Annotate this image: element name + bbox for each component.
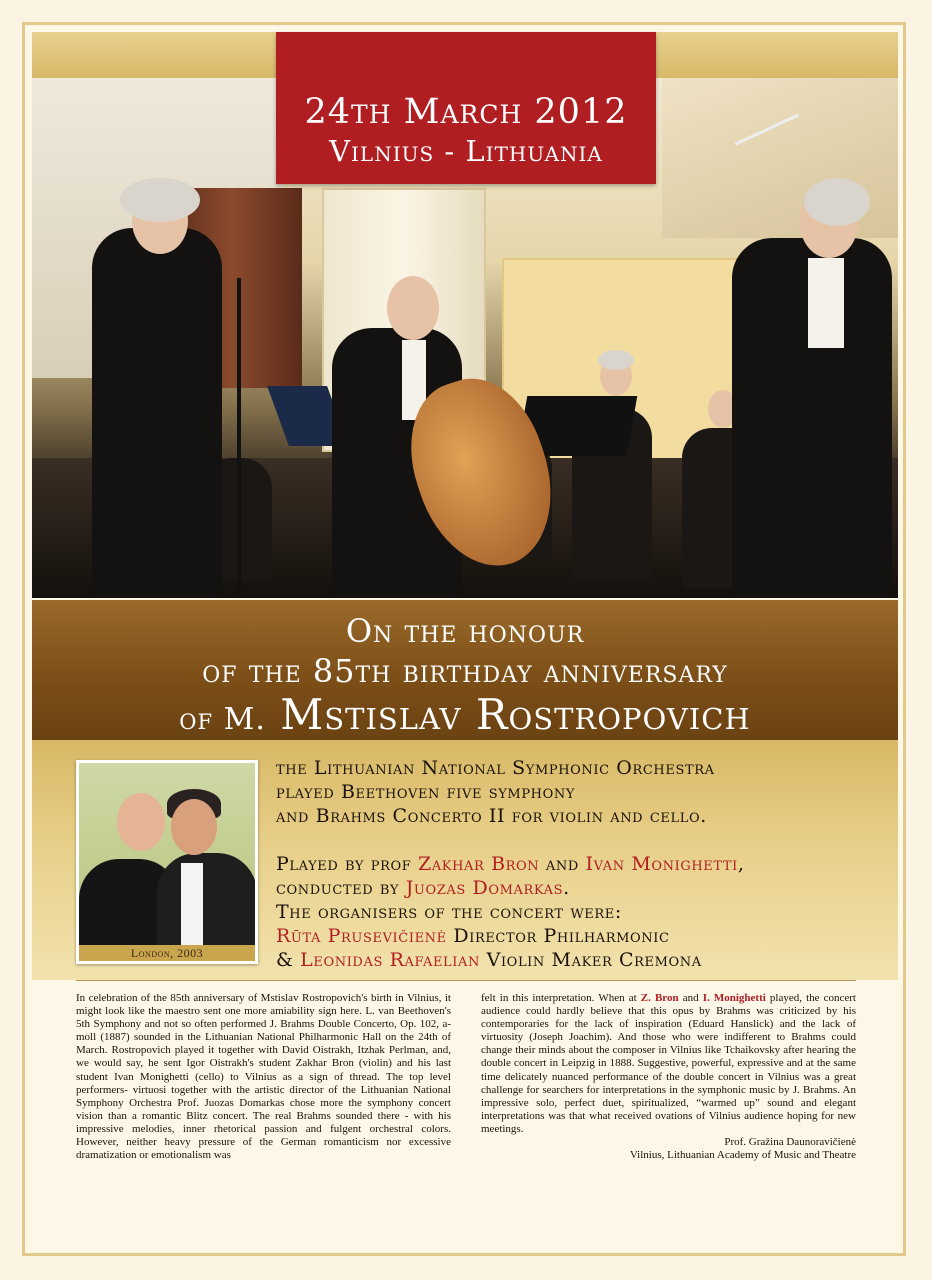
conductor-juozas-domarkas: Juozas Domarkas	[405, 877, 564, 899]
article-zbron: Z. Bron	[640, 992, 679, 1004]
honour-line-3	[32, 690, 898, 739]
honour-prefix: of M.	[179, 702, 266, 737]
divider	[76, 980, 856, 981]
author-affiliation: Vilnius, Lithuanian Academy of Music and Theatre	[629, 1149, 856, 1162]
info-conductor: conducted by Juozas Domarkas.	[276, 877, 570, 899]
article-right-column: felt in this interpretation. When at Z. Bron and I. Monighetti played, the concert audience could hardly believe that this opus by Brahms was criticized by his contemporaries for the lack of inspiration (Eduard Hanslick) and the lack of virtuosity (Joseph Joachim). And those who were indifferent to Brahms could change their minds about the composer in Vilnius like Tchaikovsky after hearing the double concert in Leipzig in 1888. Suggestive, powerful, expressive and at the same time delicately nuanced performance of the double concert in Vilnius was a great challenge for searchers for interpretations in the symphonic music by J. Brahms. An impressive solo, perfect duet, spiritualized, “warmed up” sound and elegant interpretations was that what received ovations of Vilnius audience hoping for new meetings. Prof. Gražina Daunoravičienė Vilnius, Lithuanian Academy of Music and Theatre	[481, 992, 856, 1162]
performer-ivan-monighetti: Ivan Monighetti	[585, 853, 738, 875]
portrait-caption: London, 2003	[79, 945, 255, 961]
honour-banner	[32, 600, 898, 740]
concert-info	[276, 756, 876, 972]
event-location: Vilnius - Lithuania	[329, 134, 603, 168]
info-line-3: and Brahms Concerto II for violin and cello.	[276, 805, 707, 827]
event-date: 24th March 2012	[304, 92, 628, 132]
author-name: Prof. Gražina Daunoravičienė	[724, 1136, 856, 1149]
info-organiser-2: & Leonidas Rafaelian Violin Maker Cremona	[276, 949, 702, 971]
performer-zakhar-bron: Zakhar Bron	[418, 853, 540, 875]
info-line-2: played Beethoven five symphony	[276, 781, 576, 803]
portrait-photo	[76, 760, 258, 964]
organiser-ruta: Rūta Prusevičienė	[276, 925, 447, 947]
date-banner	[276, 32, 656, 184]
organiser-leonidas: Leonidas Rafaelian	[300, 949, 480, 971]
info-organiser-1: Rūta Prusevičienė Director Philharmonic	[276, 925, 670, 947]
honoree-name: Mstislav Rostropovich	[280, 690, 751, 739]
article-imonighetti: I. Monighetti	[702, 992, 766, 1004]
info-line-1: the Lithuanian National Symphonic Orchestra	[276, 757, 715, 779]
honour-line-2: of the 85th birthday anniversary	[202, 652, 728, 690]
article-left-column: In celebration of the 85th anniversary of Mstislav Rostropovich's birth in Vilnius, it might look like the maestro sent one more amiability sign here. L. van Beethoven's 5th Symphony and not so often performed J. Brahms Double Concerto, Op. 102, a-moll (1887) sounded in the Lithuanian National Philharmonic Hall on the 24th of March. Rostropovich played it together with David Oistrakh, Itzhak Perlman, and, we would say, he sent Igor Oistrakh's student Zakhar Bron (violin) and his last student Ivan Monighetti (cello) to Vilnius as a sign of thread. The top level performers- virtuosi together with the artistic director of the Lithuanian National Symphony Orchestra Prof. Juozas Domarkas chose more the symphony concert vision than a romantic Blitz concert. The real Brahms sounded there - with his impressive melodies, inner rhetorical passion and fulgent orchestral colors. However, neither heavy pressure of the German romanticism nor excessive dramatization or emotionalism was	[76, 992, 451, 1162]
info-performers: Played by prof Zakhar Bron and Ivan Monighetti,	[276, 853, 745, 875]
honour-line-1: On the honour	[345, 612, 585, 650]
info-organisers-heading: The organisers of the concert were:	[276, 901, 622, 923]
